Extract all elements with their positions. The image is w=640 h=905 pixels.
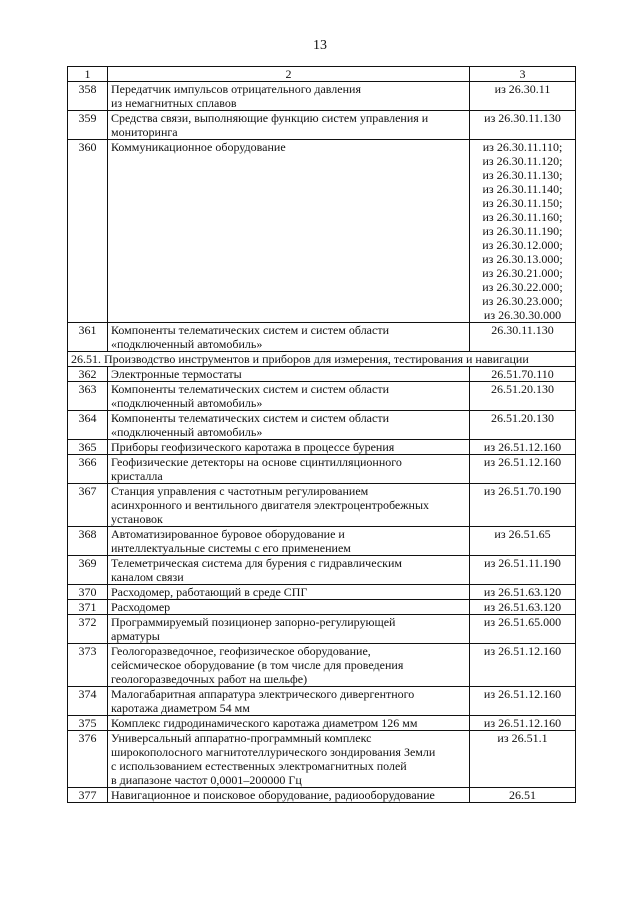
row-number: 359 — [68, 111, 108, 140]
row-description: Автоматизированное буровое оборудование и интеллектуальные системы с его применением — [108, 527, 470, 556]
row-description: Средства связи, выполняющие функцию систем управления и мониторинга — [108, 111, 470, 140]
row-code: из 26.51.12.160 — [470, 644, 576, 687]
table-row — [68, 600, 576, 615]
row-code: 26.51.70.110 — [470, 367, 576, 382]
row-number: 365 — [68, 440, 108, 455]
classification-table — [67, 66, 576, 803]
table-row — [68, 585, 576, 600]
row-number: 364 — [68, 411, 108, 440]
table-row — [68, 140, 576, 323]
row-number: 367 — [68, 484, 108, 527]
table-row — [68, 644, 576, 687]
row-description: Передатчик импульсов отрицательного давления из немагнитных сплавов — [108, 82, 470, 111]
table-row — [68, 615, 576, 644]
column-header-1: 1 — [68, 67, 108, 82]
table-row — [68, 455, 576, 484]
section-heading: 26.51. Производство инструментов и приборов для измерения, тестирования и навигации — [68, 352, 576, 367]
row-number: 374 — [68, 687, 108, 716]
table-row — [68, 556, 576, 585]
row-number: 373 — [68, 644, 108, 687]
row-code: из 26.51.63.120 — [470, 585, 576, 600]
row-number: 369 — [68, 556, 108, 585]
table-row — [68, 323, 576, 352]
row-code: 26.51.20.130 — [470, 411, 576, 440]
column-header-3: 3 — [470, 67, 576, 82]
row-description: Расходомер, работающий в среде СПГ — [108, 585, 470, 600]
row-number: 375 — [68, 716, 108, 731]
table-row — [68, 484, 576, 527]
table-row — [68, 82, 576, 111]
row-number: 360 — [68, 140, 108, 323]
row-description: Телеметрическая система для бурения с гидравлическим каналом связи — [108, 556, 470, 585]
row-description: Геофизические детекторы на основе сцинтилляционного кристалла — [108, 455, 470, 484]
row-code: из 26.51.12.160 — [470, 716, 576, 731]
table-row — [68, 382, 576, 411]
row-description: Расходомер — [108, 600, 470, 615]
row-code: из 26.51.70.190 — [470, 484, 576, 527]
table-row — [68, 111, 576, 140]
row-number: 361 — [68, 323, 108, 352]
row-number: 371 — [68, 600, 108, 615]
row-number: 377 — [68, 788, 108, 803]
table-row — [68, 731, 576, 788]
row-number: 372 — [68, 615, 108, 644]
row-code: из 26.51.65.000 — [470, 615, 576, 644]
row-code: из 26.51.65 — [470, 527, 576, 556]
row-description: Станция управления с частотным регулированием асинхронного и вентильного двигателя электроцентробежных установок — [108, 484, 470, 527]
row-number: 363 — [68, 382, 108, 411]
row-code: из 26.30.11.110; из 26.30.11.120; из 26.30.11.130; из 26.30.11.140; из 26.30.11.150; из 26.30.11.160; из 26.30.11.190; из 26.30.12.000; из 26.30.13.000; из 26.30.21.000; из 26.30.22.000; из 26.30.23.000; из 26.30.30.000 — [470, 140, 576, 323]
row-description: Геологоразведочное, геофизическое оборудование, сейсмическое оборудование (в том числе для проведения геологоразведочных работ на шельфе) — [108, 644, 470, 687]
row-description: Электронные термостаты — [108, 367, 470, 382]
row-code: из 26.30.11.130 — [470, 111, 576, 140]
table-row — [68, 411, 576, 440]
row-number: 370 — [68, 585, 108, 600]
row-description: Коммуникационное оборудование — [108, 140, 470, 323]
table-body — [68, 67, 576, 803]
row-code: 26.51 — [470, 788, 576, 803]
column-header-2: 2 — [108, 67, 470, 82]
row-code: 26.30.11.130 — [470, 323, 576, 352]
table-row — [68, 788, 576, 803]
table-row — [68, 367, 576, 382]
row-description: Универсальный аппаратно-программный комплекс широкополосного магнитотеллурического зондирования Земли с использованием естественных электромагнитных полей в диапазоне частот 0,0001–200000 Гц — [108, 731, 470, 788]
page-number: 13 — [313, 38, 327, 53]
row-number: 362 — [68, 367, 108, 382]
row-number: 368 — [68, 527, 108, 556]
row-number: 358 — [68, 82, 108, 111]
section-row — [68, 352, 576, 367]
row-number: 366 — [68, 455, 108, 484]
row-code: из 26.51.12.160 — [470, 455, 576, 484]
row-code: из 26.51.1 — [470, 731, 576, 788]
row-number: 376 — [68, 731, 108, 788]
row-code: из 26.51.12.160 — [470, 687, 576, 716]
row-description: Комплекс гидродинамического каротажа диаметром 126 мм — [108, 716, 470, 731]
table-row — [68, 716, 576, 731]
row-description: Программируемый позиционер запорно-регулирующей арматуры — [108, 615, 470, 644]
row-code: из 26.51.11.190 — [470, 556, 576, 585]
table-header-row — [68, 67, 576, 82]
row-code: из 26.51.63.120 — [470, 600, 576, 615]
row-description: Компоненты телематических систем и систем области «подключенный автомобиль» — [108, 382, 470, 411]
row-description: Компоненты телематических систем и систем области «подключенный автомобиль» — [108, 411, 470, 440]
row-description: Навигационное и поисковое оборудование, радиооборудование — [108, 788, 470, 803]
row-description: Приборы геофизического каротажа в процессе бурения — [108, 440, 470, 455]
row-code: из 26.51.12.160 — [470, 440, 576, 455]
table-row — [68, 687, 576, 716]
table-row — [68, 440, 576, 455]
row-description: Малогабаритная аппаратура электрического дивергентного каротажа диаметром 54 мм — [108, 687, 470, 716]
row-code: 26.51.20.130 — [470, 382, 576, 411]
row-description: Компоненты телематических систем и систем области «подключенный автомобиль» — [108, 323, 470, 352]
row-code: из 26.30.11 — [470, 82, 576, 111]
table-row — [68, 527, 576, 556]
